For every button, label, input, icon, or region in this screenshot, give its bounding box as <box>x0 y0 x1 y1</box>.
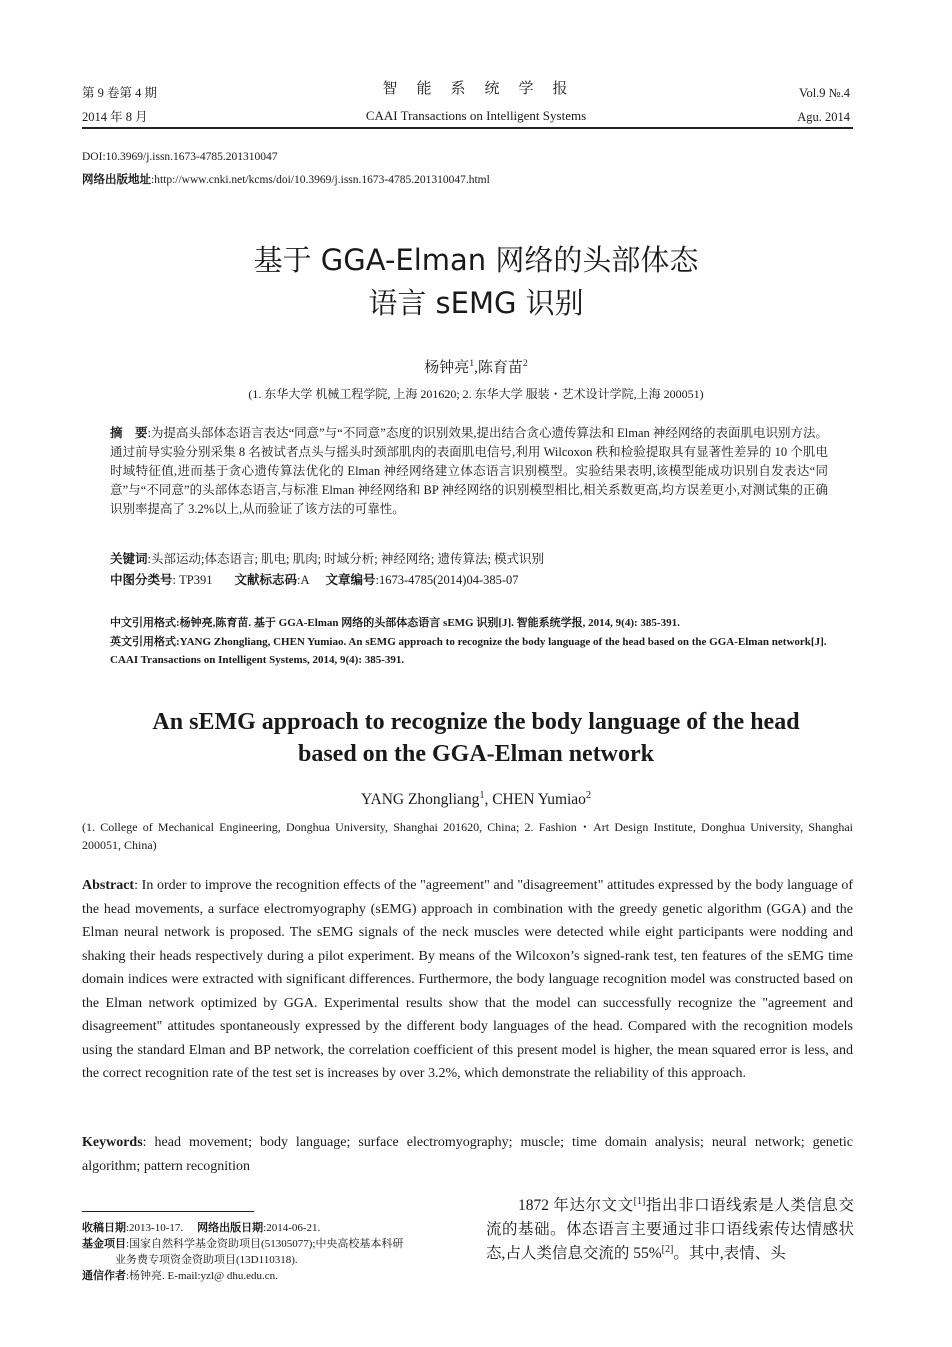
body-ref-1[interactable]: [1] <box>633 1195 646 1207</box>
corresponding-text: :杨钟亮. E-mail:yzl@ dhu.edu.cn. <box>126 1270 278 1282</box>
author-en-1-sup: 1 <box>479 789 485 801</box>
keywords-en-text: : head movement; body language; surface electromyography; muscle; time domain analysis; neural network; genetic algorithm; pattern recognition <box>82 1135 853 1174</box>
online-url[interactable]: :http://www.cnki.net/kcms/doi/10.3969/j.issn.1673-4785.201310047.html <box>151 174 490 186</box>
title-en-line2: based on the GGA-Elman network <box>297 741 655 767</box>
classification <box>110 571 828 590</box>
doi: DOI:10.3969/j.issn.1673-4785.201310047 <box>82 151 278 163</box>
doc-code-value: :A <box>296 573 310 587</box>
body-text-2: 指出非口语线索是人类信息交流的基础。体态语言主要通过非口语线索传达情感状态,占人类信息交流的 55% <box>486 1197 854 1262</box>
abstract-cn-text: :为提高头部体态语言表达“同意”与“不同意”态度的识别效果,提出结合贪心遗传算法和 Elman 神经网络的表面肌电识别方法。通过前导实验分别采集 8 名被试者点头与摇头时颈部肌肉的表面肌电信号,利用 Wilcoxon 秩和检验提取具有显著性差异的 10 个肌电时域特征值,进而基于贪心遗传算法优化的 Elman 神经网络建立体态语言识别模型。实验结果表明,该模型能成功识别自发表达“同意”与“不同意”的头部体态语言,与标准 Elman 神经网络和 BP 神经网络的识别模型相比,相关系数更高,均方误差更小,对测试集的正确识别率提高了 3.2%以上,从而验证了该方法的可靠性。 <box>110 426 828 516</box>
header-volume-en: Vol.9 №.4 <box>799 86 850 100</box>
abstract-cn <box>110 424 828 519</box>
abstract-en <box>82 874 853 1086</box>
author-cn-2-sup: 2 <box>522 358 528 369</box>
author-cn-1: 杨钟亮 <box>424 360 470 376</box>
header-rule <box>82 127 853 129</box>
received-date: :2013-10-17. <box>126 1222 184 1234</box>
keywords-cn-text: :头部运动;体态语言; 肌电; 肌肉; 时域分析; 神经网络; 遗传算法; 模式识别 <box>147 552 545 566</box>
abstract-en-text: : In order to improve the recognition effects of the "agreement" and "disagreement" attitudes expressed by the body language of the head movements, a surface electromyography (sEMG) approach in combination with the greedy genetic algorithm (GGA) and the Elman neural network is proposed. The sEMG signals of the neck muscles were detected while eight participants were nodding and shaking their heads respectively during a pilot experiment. By means of the Wilcoxon’s signed-rank test, ten features of the sEMG time domain indices were extracted with significant differences. Furthermore, the body language recognition model was constructed based on the Elman network optimized by GGA. Experimental results show that the model can successfully recognize the "agreement and disagreement" attitudes spontaneously expressed by the different body languages of the head. Compared with the recognition models using the standard Elman and BP network, the correlation coefficient of this present model is higher, the mean squared error is less, and the correct recognition rate of the test set is increases by over 3.2%, which demonstrate the reliability of this approach. <box>82 878 853 1081</box>
footnote-fund-cont: 业务费专项资金资助项目(13D110318). <box>115 1254 298 1266</box>
fund-text: :国家自然科学基金资助项目(51305077);中央高校基本科研 <box>126 1238 404 1250</box>
clc-value: : TP391 <box>172 573 213 587</box>
abstract-en-label: Abstract <box>82 878 135 893</box>
header-volume-cn: 第 9 卷第 4 期 <box>82 86 158 100</box>
author-en-sep: , <box>484 791 493 808</box>
authors-cn <box>0 356 952 377</box>
online-date-label: 网络出版日期 <box>197 1222 264 1234</box>
authors-en <box>0 791 952 809</box>
abstract-cn-label: 摘 要 <box>110 426 148 440</box>
online-address-label: 网络出版地址 <box>82 174 151 186</box>
received-label: 收稿日期 <box>82 1222 126 1234</box>
author-cn-1-sup: 1 <box>469 358 475 369</box>
header-date-en: Agu. 2014 <box>797 110 850 124</box>
header-date-cn: 2014 年 8 月 <box>82 110 148 124</box>
title-cn-line2: 语言 sEMG 识别 <box>368 286 584 320</box>
title-cn-line1: 基于 GGA-Elman 网络的头部体态 <box>253 243 699 277</box>
body-ref-2[interactable]: [2] <box>661 1243 674 1255</box>
affiliation-cn: (1. 东华大学 机械工程学院, 上海 201620; 2. 东华大学 服装・艺术设计学院,上海 200051) <box>248 387 704 401</box>
author-en-2: CHEN Yumiao <box>492 791 586 808</box>
keywords-en <box>82 1131 853 1178</box>
citation-en: 英文引用格式:YANG Zhongliang, CHEN Yumiao. An sEMG approach to recognize the body language of the head based on the GGA-Elman network[J]. CAAI Transactions on Intelligent Systems, 2014, 9(4): 385-391. <box>110 636 827 666</box>
author-cn-sep: , <box>474 360 478 376</box>
keywords-cn-label: 关键词 <box>110 552 148 566</box>
article-no-label: 文章编号 <box>325 573 376 587</box>
body-text-3: 。其中,表情、头 <box>673 1245 786 1262</box>
footnote-rule <box>82 1211 254 1212</box>
author-en-2-sup: 2 <box>585 789 591 801</box>
footnote-fund <box>82 1236 482 1252</box>
clc-label: 中图分类号 <box>110 573 173 587</box>
footnote-dates <box>82 1220 482 1236</box>
doc-code-label: 文献标志码 <box>234 573 297 587</box>
citation-cn: 中文引用格式:杨钟亮,陈育苗. 基于 GGA-Elman 网络的头部体态语言 sEMG 识别[J]. 智能系统学报, 2014, 9(4): 385-391. <box>110 617 680 629</box>
author-cn-2: 陈育苗 <box>477 360 523 376</box>
corresponding-label: 通信作者 <box>82 1270 126 1282</box>
online-date: :2014-06-21. <box>263 1222 321 1234</box>
footnote-corresponding <box>82 1268 482 1284</box>
fund-label: 基金项目 <box>82 1238 126 1250</box>
keywords-en-label: Keywords <box>82 1135 143 1150</box>
online-address <box>82 172 490 189</box>
affiliation-en: (1. College of Mechanical Engineering, Donghua University, Shanghai 201620, China; 2. Fashion・Art Design Institute, Donghua University, Shanghai 200051, China) <box>82 820 853 852</box>
keywords-cn <box>110 550 828 569</box>
journal-title-en: CAAI Transactions on Intelligent Systems <box>365 108 587 123</box>
title-en-line1: An sEMG approach to recognize the body language of the head <box>152 709 800 735</box>
body-text-1: 1872 年达尔文文 <box>518 1197 634 1214</box>
article-no-value: :1673-4785(2014)04-385-07 <box>375 573 519 587</box>
author-en-1: YANG Zhongliang <box>361 791 480 808</box>
body-paragraph <box>486 1194 854 1266</box>
journal-title-cn: 智 能 系 统 学 报 <box>382 81 570 97</box>
